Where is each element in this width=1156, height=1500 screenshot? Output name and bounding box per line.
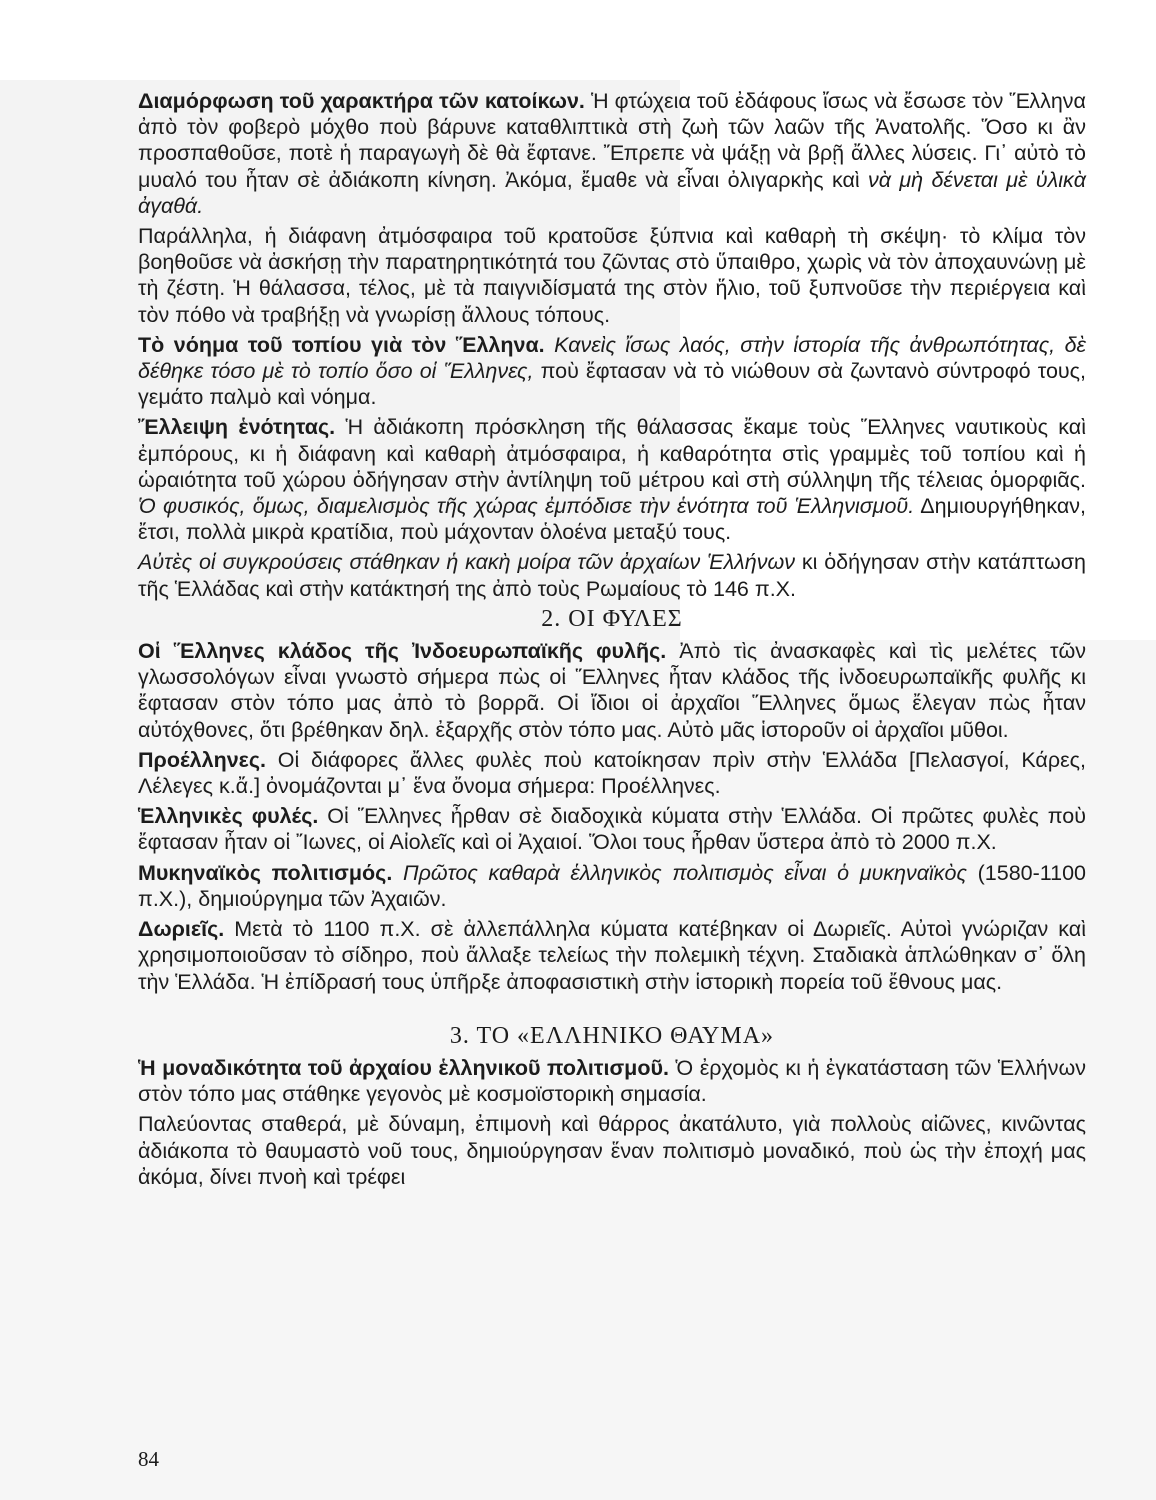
- paragraph: [138, 1055, 1086, 1107]
- paragraph: [138, 803, 1086, 855]
- paragraph-text: Ὁ ἐρχομὸς κι ἡ ἐγκατάσταση τῶν Ἑλλήνων στὸν τόπο μας στάθηκε γεγονὸς μὲ κοσμοϊστορικὴ σημασία.: [138, 1055, 1086, 1107]
- section-2-paragraphs: [138, 638, 1086, 995]
- paragraph-heading: Διαμόρφωση τοῦ χαρακτήρα τῶν κατοίκων.: [138, 89, 585, 113]
- paragraph-text: Ἀπὸ τὶς ἀνασκαφὲς καὶ τὶς μελέτες τῶν γλωσσολόγων εἶναι γνωστὸ σήμερα πὼς οἱ Ἕλληνες ἦταν κλάδος τῆς ἰνδοευρωπαϊκῆς φυλῆς κι ἔφτασαν στὸν τόπο μας ἀπὸ τὸ βορρᾶ. Οἱ ἴδιοι οἱ ἀρχαῖοι Ἕλληνες ὅμως ἔλεγαν πὼς ἦταν αὐτόχθονες, ὅτι βρέθηκαν δηλ. ἐξαρχῆς στὸν τόπο μας. Αὐτὸ μᾶς ἱστοροῦν οἱ ἀρχαῖοι μῦθοι.: [138, 639, 1086, 742]
- section-1-paragraphs: [138, 88, 1086, 602]
- paragraph-italic: Ὁ φυσικός, ὅμως, διαμελισμὸς τῆς χώρας ἐμπόδισε τὴν ἑνότητα τοῦ Ἑλληνισμοῦ.: [138, 494, 915, 519]
- paragraph: [138, 332, 1086, 411]
- paragraph: [138, 916, 1086, 995]
- paragraph: [138, 549, 1086, 601]
- section-3-paragraphs: [138, 1055, 1086, 1190]
- paragraph: [138, 414, 1086, 545]
- paragraph-italic: Πρῶτος καθαρὰ ἑλληνικὸς πολιτισμὸς εἶναι ὁ μυκηναϊκὸς: [403, 860, 967, 885]
- paragraph-text: Οἱ Ἕλληνες ἦρθαν σὲ διαδοχικὰ κύματα στὴν Ἑλλάδα. Οἱ πρῶτες φυλὲς ποὺ ἔφτασαν ἦταν οἱ Ἴωνες, οἱ Αἰολεῖς καὶ οἱ Ἀχαιοί. Ὅλοι τους ἦρθαν ὕστερα ἀπὸ τὸ 2000 π.Χ.: [138, 804, 1086, 855]
- paragraph: [138, 638, 1086, 743]
- page-body: [138, 88, 1086, 1194]
- paragraph-text: Παράλληλα, ἡ διάφανη ἀτμόσφαιρα τοῦ κρατοῦσε ξύπνια καὶ καθαρὴ τὴ σκέψη· τὸ κλίμα τὸν βοηθοῦσε νὰ ἀσκήσῃ τὴν παρατηρητικότητά του ζῶντας στὸ ὕπαιθρο, χωρὶς νὰ τὸν ἀποχαυνώνῃ μὲ τὴ ζέστη. Ἡ θάλασσα, τέλος, μὲ τὰ παιγνιδίσματά της στὸν ἥλιο, τοῦ ξυπνοῦσε τὴν περιέργεια καὶ τὸν πόθο νὰ τραβήξῃ νὰ γνωρίσῃ ἄλλους τόπους.: [138, 224, 1086, 327]
- paragraph: [138, 747, 1086, 799]
- paragraph: [138, 1111, 1086, 1190]
- paragraph-italic: νὰ μὴ δένεται μὲ ὑλικὰ ἀγαθά.: [138, 167, 1086, 218]
- paragraph-tail: ποὺ ἔφτασαν νὰ τὸ νιώθουν σὰ ζωντανὸ σύντροφό τους, γεμάτο παλμὸ καὶ νόημα.: [138, 359, 1086, 410]
- paragraph-heading: Ἔλλειψη ἑνότητας.: [138, 415, 336, 440]
- paragraph-tail: Δημιουργήθηκαν, ἔτσι, πολλὰ μικρὰ κρατίδια, ποὺ μάχονταν ὁλοένα μεταξύ τους.: [138, 494, 1086, 545]
- paragraph-heading: Ἡ μοναδικότητα τοῦ ἀρχαίου ἑλληνικοῦ πολιτισμοῦ.: [138, 1055, 669, 1080]
- section-3-title: 3. ΤΟ «ΕΛΛΗΝΙΚΟ ΘΑΥΜΑ»: [449, 1022, 775, 1049]
- paragraph-heading: Ἑλληνικὲς φυλές.: [138, 804, 319, 829]
- paragraph-heading: Προέλληνες.: [138, 747, 267, 772]
- paragraph-heading: Μυκηναϊκὸς πολιτισμός.: [138, 860, 393, 885]
- paragraph-italic: Αὐτὲς οἱ συγκρούσεις στάθηκαν ἡ κακὴ μοίρα τῶν ἀρχαίων Ἑλλήνων: [138, 550, 795, 575]
- paragraph-text: Παλεύοντας σταθερά, μὲ δύναμη, ἐπιμονὴ καὶ θάρρος ἀκατάλυτο, γιὰ πολλοὺς αἰῶνες, κινῶντας ἀδιάκοπα τὸ θαυμαστὸ νοῦ τους, δημιούργησαν ἕναν πολιτισμὸ μοναδικό, ποὺ ὡς τὴν ἐποχή μας ἀκόμα, δίνει πνοὴ καὶ τρέφει: [138, 1112, 1086, 1189]
- paragraph: [138, 223, 1086, 328]
- paragraph-text: Οἱ διάφορες ἄλλες φυλὲς ποὺ κατοίκησαν πρὶν στὴν Ἑλλάδα [Πελασγοί, Κάρες, Λέλεγες κ.ἄ.] ὀνομάζονται μ᾽ ἕνα ὄνομα σήμερα: Προέλληνες.: [138, 747, 1086, 799]
- paragraph: [138, 88, 1086, 219]
- paragraph-heading: Οἱ Ἕλληνες κλάδος τῆς Ἰνδοευρωπαϊκῆς φυλῆς.: [138, 639, 667, 664]
- section-2-title: 2. ΟΙ ΦΥΛΕΣ: [541, 605, 683, 632]
- paragraph-italic: Κανεὶς ἴσως λαός, στὴν ἱστορία τῆς ἀνθρωπότητας, δὲ δέθηκε τόσο μὲ τὸ τοπίο ὅσο οἱ Ἕλληνες,: [138, 332, 1086, 384]
- paragraph: [138, 860, 1086, 912]
- paragraph-heading: Δωριεῖς.: [138, 917, 225, 942]
- page-number: 84: [138, 1447, 159, 1471]
- paragraph-text: Μετὰ τὸ 1100 π.Χ. σὲ ἀλλεπάλληλα κύματα κατέβηκαν οἱ Δωριεῖς. Αὐτοὶ γνώριζαν καὶ χρησιμοποιοῦσαν τὸ σίδηρο, ποὺ ἄλλαξε τελείως τὴν πολεμικὴ τέχνη. Σταδιακὰ ἁπλώθηκαν σ᾽ ὅλη τὴν Ἑλλάδα. Ἡ ἐπίδρασή τους ὑπῆρξε ἀποφασιστικὴ στὴν ἱστορικὴ πορεία τοῦ ἔθνους μας.: [138, 917, 1086, 994]
- paragraph-tail: (1580-1100 π.Χ.), δημιούργημα τῶν Ἀχαιῶν.: [138, 860, 1087, 911]
- paragraph-text: Ἡ φτώχεια τοῦ ἐδάφους ἴσως νὰ ἔσωσε τὸν Ἕλληνα ἀπὸ τὸν φοβερὸ μόχθο ποὺ βάρυνε καταθλιπτικὰ στὴ ζωὴ τῶν λαῶν τῆς Ἀνατολῆς. Ὅσο κι ἂν προσπαθοῦσε, ποτὲ ἡ παραγωγὴ δὲ θὰ ἔφτανε. Ἔπρεπε νὰ ψάξῃ νὰ βρῇ ἄλλες λύσεις. Γι᾽ αὐτὸ τὸ μυαλό του ἦταν σὲ ἀδιάκοπη κίνηση. Ἀκόμα, ἔμαθε νὰ εἶναι ὀλιγαρκὴς καὶ: [138, 89, 1086, 192]
- paragraph-heading: Τὸ νόημα τοῦ τοπίου γιὰ τὸν Ἕλληνα.: [138, 332, 545, 357]
- paragraph-text: [392, 861, 403, 885]
- paragraph-text: Ἡ ἀδιάκοπη πρόσκληση τῆς θάλασσας ἔκαμε τοὺς Ἕλληνες ναυτικοὺς καὶ ἐμπόρους, κι ἡ διάφανη καὶ καθαρὴ ἀτμόσφαιρα, ἡ καθαρότητα στὶς γραμμὲς τοῦ τοπίου καὶ ἡ ὡραιότητα τοῦ χώρου ὁδήγησαν στὴν ἀντίληψη τοῦ μέτρου καὶ στὴ σύλληψη τῆς τέλειας ὁμορφιᾶς.: [138, 415, 1086, 492]
- paragraph-text: [545, 333, 554, 357]
- paragraph-tail: κι ὁδήγησαν στὴν κατάπτωση τῆς Ἑλλάδας καὶ στὴν κατάκτησή της ἀπὸ τοὺς Ρωμαίους τὸ 146 π.Χ.: [138, 550, 1087, 601]
